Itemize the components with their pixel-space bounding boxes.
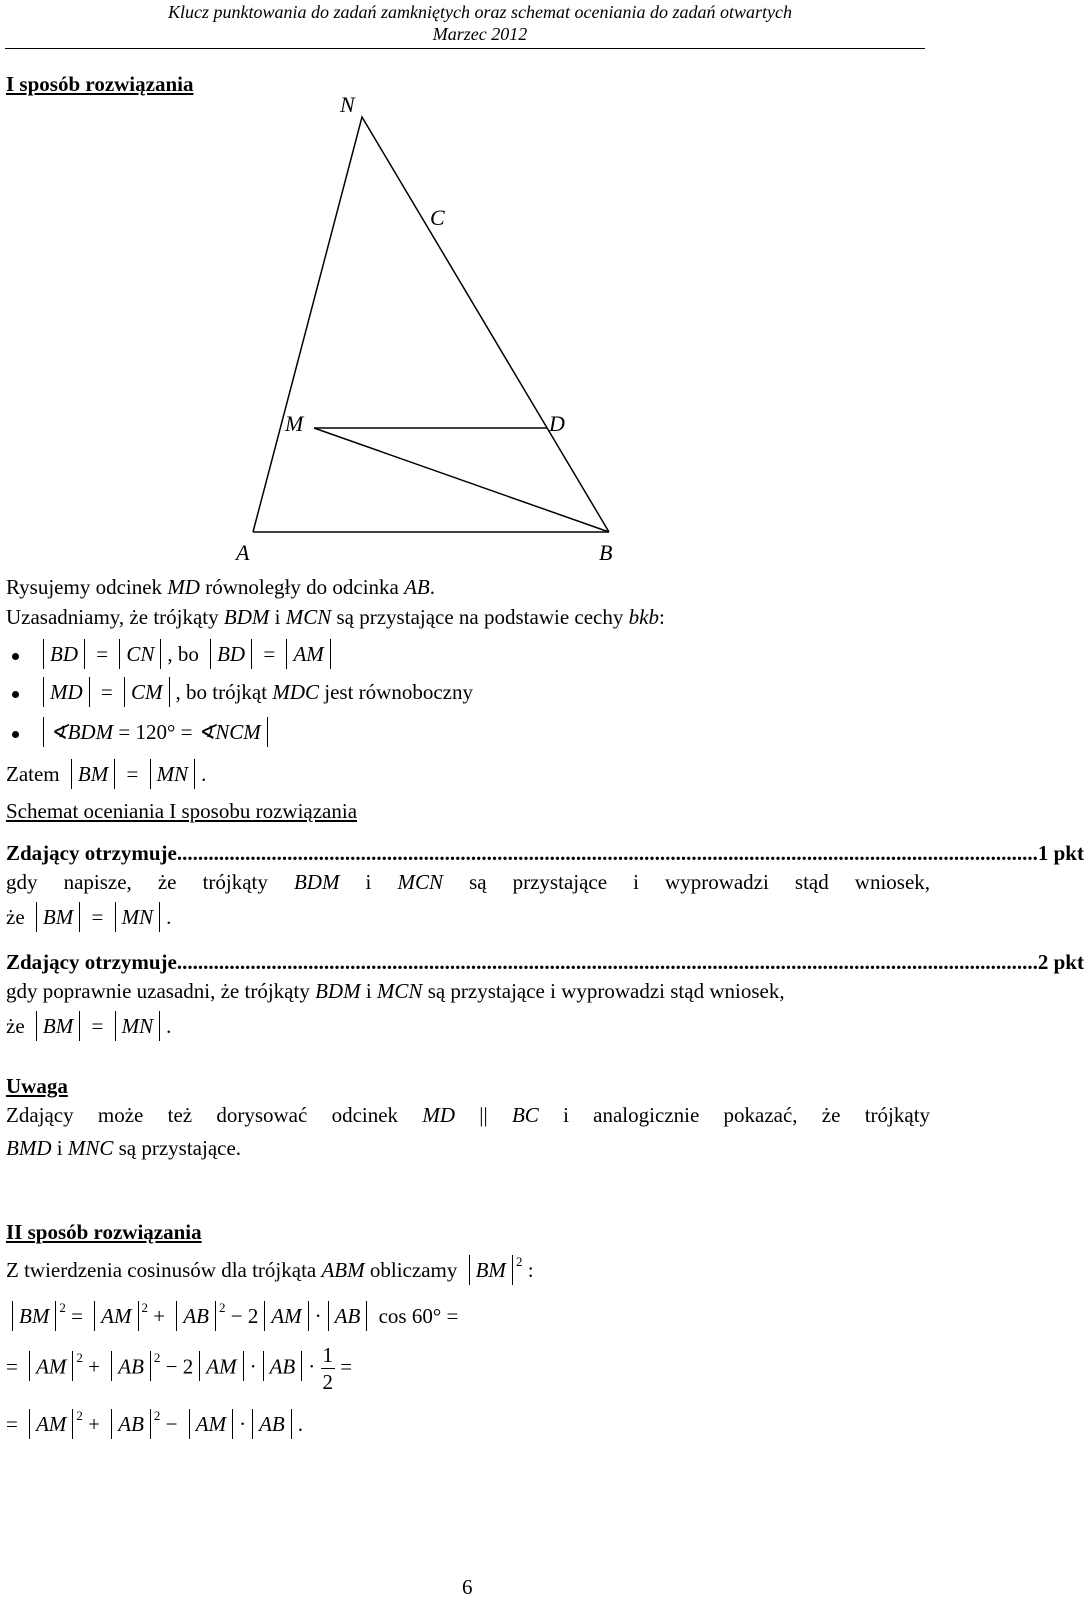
bullet-2-text: MD = CM , bo trójkąt MDC jest równoboczny (37, 677, 473, 707)
segment-mb (314, 428, 609, 532)
score-row-1: Zdający otrzymuje .................................................................................................................................................................... 1 pkt (6, 841, 1084, 865)
score-row-2: Zdający otrzymuje .................................................................................................................................................................... 2 pkt (6, 950, 1084, 974)
uwaga-line-2: BMD i MNC są przystające. (6, 1136, 242, 1160)
section2-intro: Z twierdzenia cosinusów dla trójkąta ABM obliczamy BM $^2$ : (6, 1254, 534, 1285)
uwaga-line-1: Zdający może też dorysować odcinek MD || BC i analogicznie pokazać, że trójkąty (6, 1103, 931, 1127)
bullet-1-text: BD = CN , bo BD = AM (37, 639, 337, 669)
score-row-1-desc: gdy napisze, że trójkąty BDM i MCN są przystające i wyprowadzi stąd wniosek, (6, 870, 931, 894)
bullet-3-text: ∢BDM = 120° = ∢NCM (37, 717, 274, 747)
equation-2: = AM $^2$ + AB $^2$ − 2 AM · AB · $\frac{1}{2}$ = (6, 1343, 353, 1394)
label-c: C (430, 205, 445, 230)
paragraph-draw-md: Rysujemy odcinek MD równoległy do odcinka AB. (6, 575, 436, 599)
schemat-title: Schemat oceniania I sposobu rozwiązania (6, 799, 358, 823)
section1-title: I sposób rozwiązania (6, 72, 194, 96)
bullet-1 (12, 653, 19, 660)
label-a: A (236, 540, 250, 565)
section2-title: II sposób rozwiązania (6, 1220, 202, 1244)
score-row-1-conclusion: że BM = MN . (6, 902, 171, 932)
label-n: N (340, 92, 355, 117)
equation-3: = AM $^2$ + AB $^2$ − AM · AB . (6, 1408, 303, 1439)
header-title: Klucz punktowania do zadań zamkniętych oraz schemat oceniania do zadań otwartych (168, 2, 792, 22)
paragraph-congruence: Uzasadniamy, że trójkąty BDM i MCN są przystające na podstawie cechy bkb: (6, 605, 665, 629)
bullet-3 (12, 731, 19, 738)
header-date: Marzec 2012 (432, 24, 528, 44)
equation-1: BM $^2$ = AM $^2$ + AB $^2$ − 2 AM · AB cos 60° = (6, 1300, 458, 1331)
score-row-2-conclusion: że BM = MN . (6, 1011, 171, 1041)
label-d: D (549, 411, 565, 436)
bullet-2 (12, 691, 19, 698)
score-row-2-desc: gdy poprawnie uzasadni, że trójkąty BDM i MCN są przystające i wyprowadzi stąd wniosek, (6, 979, 785, 1003)
uwaga-title: Uwaga (6, 1074, 68, 1098)
page-number: 6 (462, 1575, 473, 1599)
fraction-one-half: $\frac{1}{2}$ (322, 1343, 333, 1394)
conclusion: Zatem BM = MN . (6, 759, 206, 789)
label-b: B (599, 540, 613, 565)
triangle-figure (0, 0, 960, 560)
label-m: M (285, 411, 304, 436)
